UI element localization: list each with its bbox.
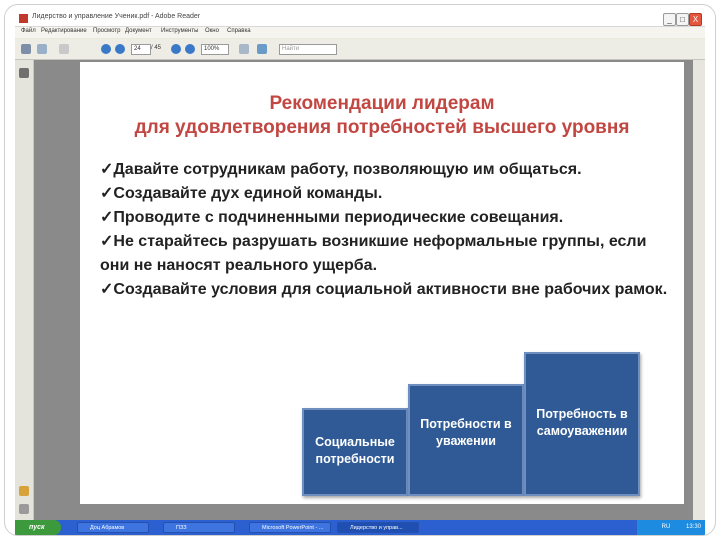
step-label: Социальные [315,435,395,449]
document-view [34,60,693,520]
bullet-item: ✓Не старайтесь разрушать возникшие неформальные группы, если они не наносят реального ущерба. [100,233,647,274]
menu-window[interactable]: Окно [205,28,219,34]
taskbar-item[interactable]: Доц Абрамов [77,522,149,533]
menu-help[interactable]: Справка [227,28,251,34]
system-tray [637,520,705,535]
zoom-in-icon[interactable] [185,44,195,54]
step-label: самоуважении [536,424,628,438]
menu-bar [15,27,705,38]
search-input[interactable]: Найти [279,44,337,55]
slide-title-line-2: для удовлетворения потребностей высшего уровня [134,117,630,138]
step-label: уважении [436,434,496,448]
pages-panel-icon[interactable] [19,68,29,78]
menu-file[interactable]: Файл [21,28,36,34]
page-total: / 45 [151,45,162,51]
email-icon[interactable] [37,44,47,54]
menu-document[interactable]: Документ [125,28,152,34]
next-page-icon[interactable] [115,44,125,54]
start-button[interactable]: пуск [15,520,61,535]
taskbar-item[interactable]: Microsoft PowerPoint - ... [249,522,331,533]
bullet-item: ✓Создавайте условия для социальной активности вне рабочих рамок. [100,281,668,298]
menu-view[interactable]: Просмотр [93,28,121,34]
zoom-out-icon[interactable] [171,44,181,54]
title-bar [15,11,705,27]
bullet-item: ✓Проводите с подчиненными периодические совещания. [100,209,564,226]
step-self-esteem [524,352,640,496]
print-icon[interactable] [21,44,31,54]
navigation-panel [15,60,34,520]
maximize-button[interactable]: □ [676,13,689,26]
language-indicator[interactable]: RU [661,524,671,530]
bullet-list [100,158,670,302]
minimize-button[interactable]: _ [663,13,676,26]
menu-tools[interactable]: Инструменты [161,28,199,34]
toolbar [15,39,705,60]
close-button[interactable]: X [689,13,702,26]
vertical-scrollbar[interactable] [693,60,705,520]
slide-title-line-1: Рекомендации лидерам [269,93,495,114]
reader-window [15,11,705,535]
fit-width-icon[interactable] [257,44,267,54]
bullet-item: ✓Создавайте дух единой команды. [100,185,383,202]
step-label: потребности [315,452,395,466]
pdf-page [80,62,684,504]
window-title: Лидерство и управление Ученик.pdf - Adobe Reader [32,13,201,20]
pdf-app-icon [19,14,28,23]
fit-page-icon[interactable] [239,44,249,54]
menu-edit[interactable]: Редактирование [41,28,87,34]
step-label: Потребности в [420,417,512,431]
step-esteem-needs [408,384,524,496]
taskbar-item[interactable]: Лидерство и управ... [337,522,419,533]
taskbar [15,520,705,535]
comment-icon[interactable] [19,486,29,496]
taskbar-item[interactable]: ПЗЗ [163,522,235,533]
attachment-icon[interactable] [19,504,29,514]
zoom-input[interactable]: 100% [201,44,229,55]
page-number-input[interactable]: 24 [131,44,151,55]
step-label: Потребность в [536,407,628,421]
slide-title [80,92,684,140]
clock: 13:30 [685,524,701,530]
previous-page-icon[interactable] [101,44,111,54]
hand-tool-icon[interactable] [59,44,69,54]
screenshot-frame [4,4,716,536]
bullet-item: ✓Давайте сотрудникам работу, позволяющую им общаться. [100,161,582,178]
step-social-needs [302,408,408,496]
